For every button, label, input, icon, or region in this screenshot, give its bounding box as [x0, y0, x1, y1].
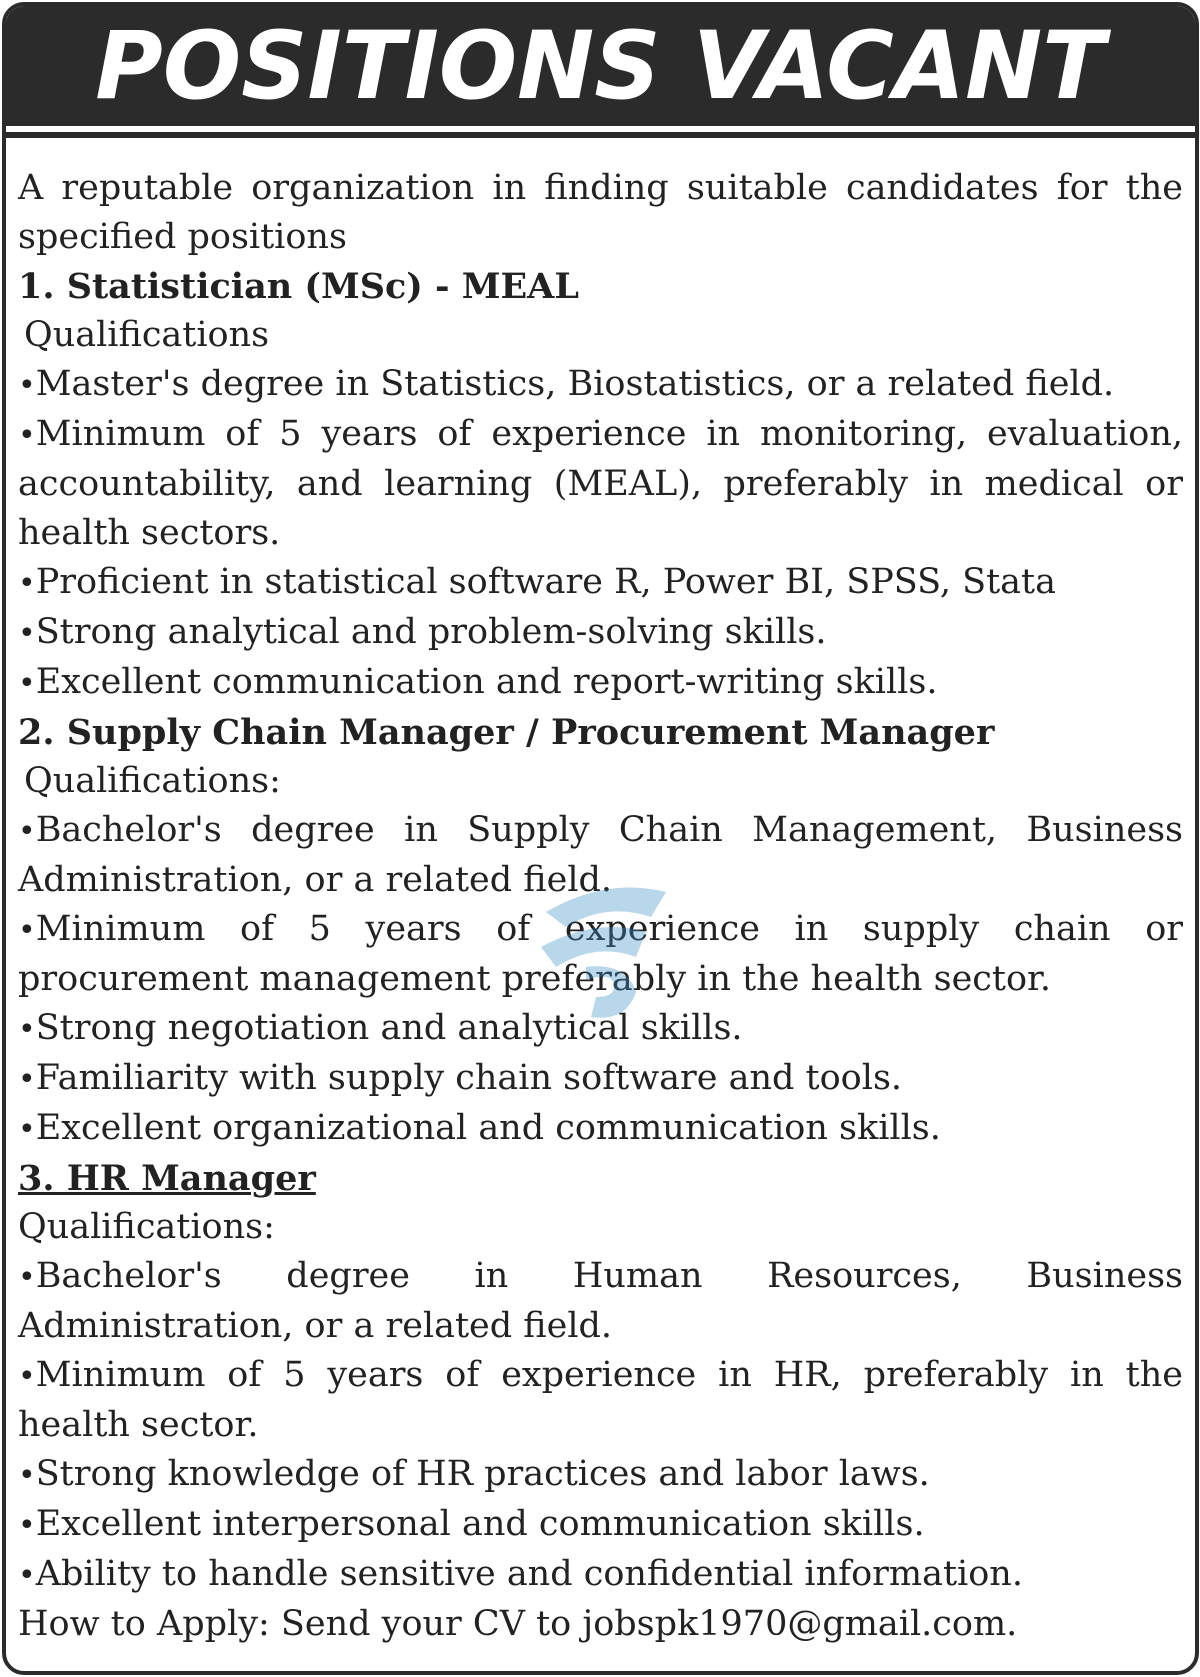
how-to-apply-text: How to Apply: Send your CV to jobspk1970@gmail.com. — [18, 1604, 1018, 1644]
list-item: •Excellent organizational and communication skills. — [18, 1108, 941, 1148]
list-item: •Strong knowledge of HR practices and labor laws. — [18, 1454, 930, 1494]
list-item: •Excellent communication and report-writing skills. — [18, 662, 938, 702]
position-title-2: 2. Supply Chain Manager / Procurement Manager — [18, 712, 995, 753]
bullet-icon: • — [18, 913, 36, 948]
qualifications-label: Qualifications — [24, 315, 270, 355]
list-item: •Master's degree in Statistics, Biostatistics, or a related field. — [18, 364, 1115, 404]
bullet-icon: • — [18, 1062, 36, 1097]
list-item: •Minimum of 5 years of experience in supply chain or procurement management preferably in the health sector. — [18, 909, 1183, 999]
list-item: •Proficient in statistical software R, Power BI, SPSS, Stata — [18, 562, 1056, 602]
intro-text: A reputable organization in finding suitable candidates for the specified positions — [18, 168, 1183, 257]
bullet-icon: • — [18, 418, 36, 453]
bullet-icon: • — [18, 566, 36, 601]
bullet-icon: • — [18, 814, 36, 849]
page-title: POSITIONS VACANT — [95, 11, 1106, 121]
bullet-icon: • — [18, 1558, 36, 1593]
ad-content — [6, 132, 1195, 1649]
bullet-icon: • — [18, 1359, 36, 1394]
list-item: •Strong analytical and problem-solving skills. — [18, 612, 827, 652]
bullet-icon: • — [18, 1508, 36, 1543]
bullet-icon: • — [18, 1260, 36, 1295]
bullet-icon: • — [18, 1458, 36, 1493]
list-item: •Bachelor's degree in Human Resources, Business Administration, or a related field. — [18, 1256, 1183, 1346]
bullet-icon: • — [18, 1112, 36, 1147]
position-title-3: 3. HR Manager — [18, 1158, 316, 1199]
bullet-icon: • — [18, 666, 36, 701]
bullet-icon: • — [18, 1012, 36, 1047]
qualifications-label: Qualifications: — [24, 761, 281, 801]
bullet-icon: • — [18, 368, 36, 403]
banner — [6, 6, 1195, 132]
list-item: •Familiarity with supply chain software and tools. — [18, 1058, 903, 1098]
list-item: •Excellent interpersonal and communication skills. — [18, 1504, 925, 1544]
list-item: •Ability to handle sensitive and confidential information. — [18, 1554, 1023, 1594]
qualifications-label: Qualifications: — [18, 1207, 275, 1247]
list-item: •Minimum of 5 years of experience in HR, preferably in the health sector. — [18, 1355, 1183, 1445]
list-item: •Bachelor's degree in Supply Chain Management, Business Administration, or a related field. — [18, 810, 1183, 900]
list-item: •Strong negotiation and analytical skills. — [18, 1008, 743, 1048]
job-advertisement — [2, 2, 1199, 1675]
position-title-1: 1. Statistician (MSc) - MEAL — [18, 266, 579, 307]
bullet-icon: • — [18, 616, 36, 651]
list-item: •Minimum of 5 years of experience in monitoring, evaluation, accountability, and learning (MEAL), preferably in medical or health sectors. — [18, 414, 1183, 553]
